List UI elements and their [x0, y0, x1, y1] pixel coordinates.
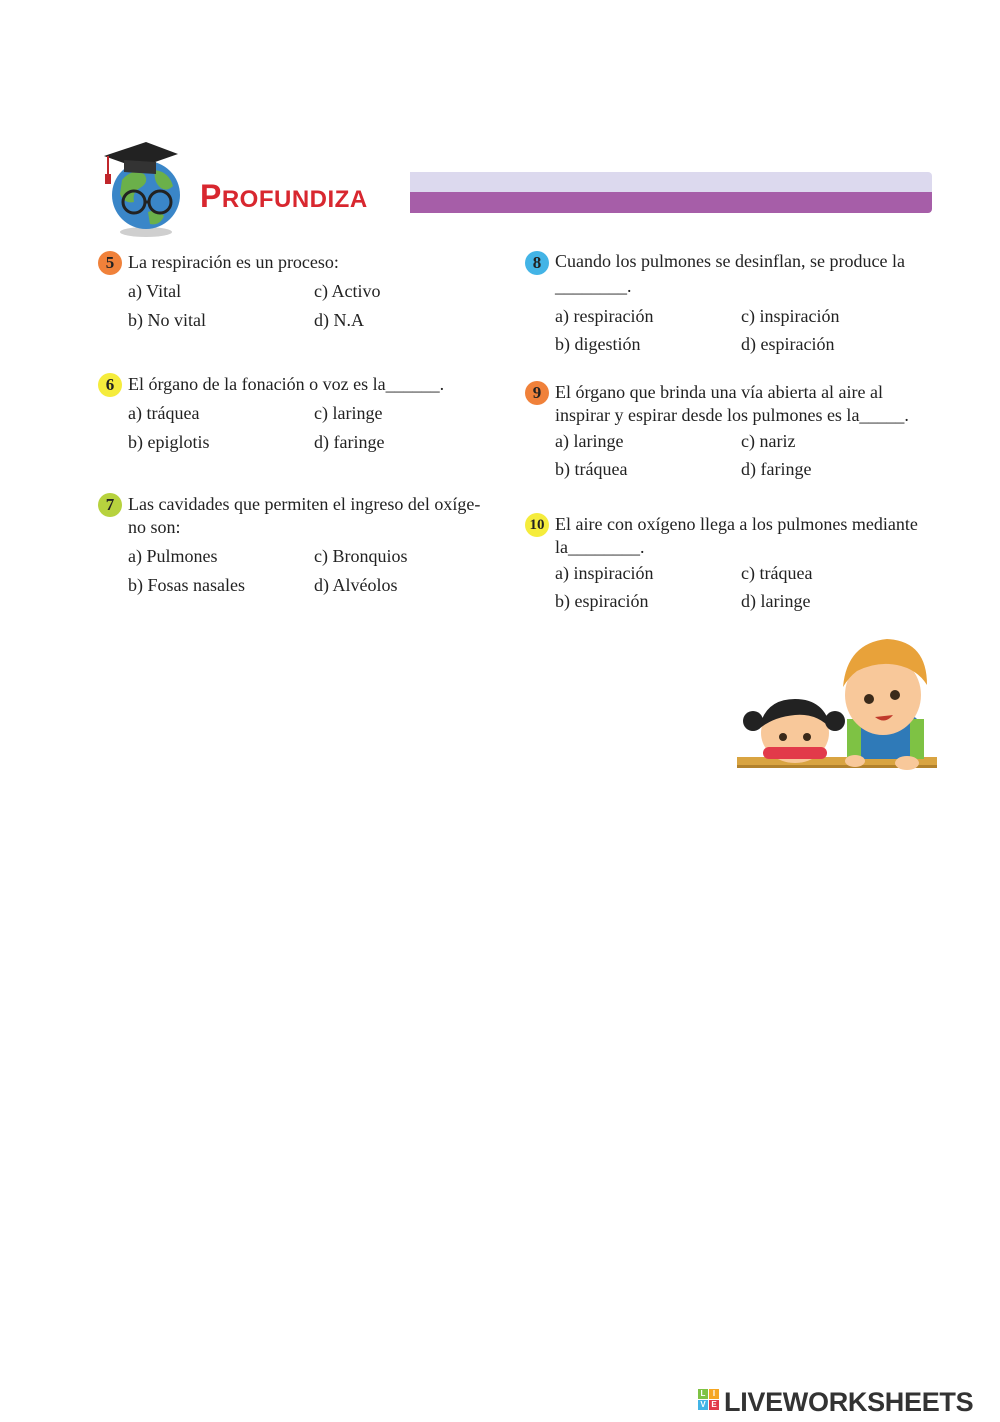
question-text: El órgano de la fonación o voz es la______.: [128, 374, 445, 394]
question-7: [105, 493, 508, 597]
option-a[interactable]: a) inspiración: [555, 563, 654, 583]
option-d[interactable]: d) laringe: [741, 591, 811, 611]
option-c[interactable]: c) tráquea: [741, 563, 813, 583]
logo-badge-square: E: [709, 1400, 719, 1410]
question-text: Cuando los pulmones se desinflan, se produce la ________.: [555, 251, 905, 296]
question-text: Las cavidades que permiten el ingreso del oxíge- no son:: [128, 494, 481, 537]
option-d[interactable]: d) faringe: [741, 459, 812, 479]
option-d[interactable]: d) faringe: [314, 432, 385, 452]
section-title: PROFUNDIZA: [200, 178, 368, 214]
question-8: [532, 249, 935, 356]
question-text: La respiración es un proceso:: [128, 252, 339, 272]
section-header: [100, 140, 935, 240]
option-c[interactable]: c) nariz: [741, 431, 796, 451]
option-b[interactable]: b) epiglotis: [128, 432, 210, 452]
question-number-badge: 5: [98, 251, 122, 275]
question-5: [105, 251, 508, 332]
option-a[interactable]: a) tráquea: [128, 403, 200, 423]
logo-text: LIVEWORKSHEETS: [724, 1387, 974, 1417]
option-c[interactable]: c) Activo: [314, 281, 381, 301]
option-b[interactable]: b) Fosas nasales: [128, 575, 245, 595]
option-c[interactable]: c) laringe: [314, 403, 383, 423]
option-a[interactable]: a) Vital: [128, 281, 182, 301]
option-c[interactable]: c) Bronquios: [314, 546, 408, 566]
option-b[interactable]: b) espiración: [555, 591, 649, 611]
question-number-badge: 8: [525, 251, 549, 275]
question-9: [532, 381, 935, 481]
option-a[interactable]: a) laringe: [555, 431, 624, 451]
header-banner: [410, 172, 932, 213]
question-number-badge: 6: [98, 373, 122, 397]
question-10: [529, 513, 935, 613]
option-b[interactable]: b) No vital: [128, 310, 206, 330]
question-text: El aire con oxígeno llega a los pulmones mediante la________.: [555, 514, 918, 557]
logo-badge-square: I: [709, 1389, 719, 1399]
logo-badge-square: L: [698, 1389, 708, 1399]
liveworksheets-logo: [698, 1387, 998, 1417]
globe-graduation-cap-icon: [100, 140, 190, 240]
option-d[interactable]: d) Alvéolos: [314, 575, 398, 595]
option-d[interactable]: d) N.A: [314, 310, 364, 330]
question-number-badge: 10: [525, 513, 549, 537]
question-text: El órgano que brinda una vía abierta al aire al inspirar y espirar desde los pulmones es la_____.: [555, 382, 909, 425]
option-b[interactable]: b) digestión: [555, 334, 641, 354]
option-a[interactable]: a) respiración: [555, 306, 654, 326]
logo-badge-square: V: [698, 1400, 708, 1410]
question-number-badge: 7: [98, 493, 122, 517]
option-d[interactable]: d) espiración: [741, 334, 835, 354]
kids-illustration: [735, 635, 940, 775]
option-b[interactable]: b) tráquea: [555, 459, 628, 479]
option-c[interactable]: c) inspiración: [741, 306, 840, 326]
question-number-badge: 9: [525, 381, 549, 405]
question-6: [105, 373, 508, 454]
option-a[interactable]: a) Pulmones: [128, 546, 218, 566]
